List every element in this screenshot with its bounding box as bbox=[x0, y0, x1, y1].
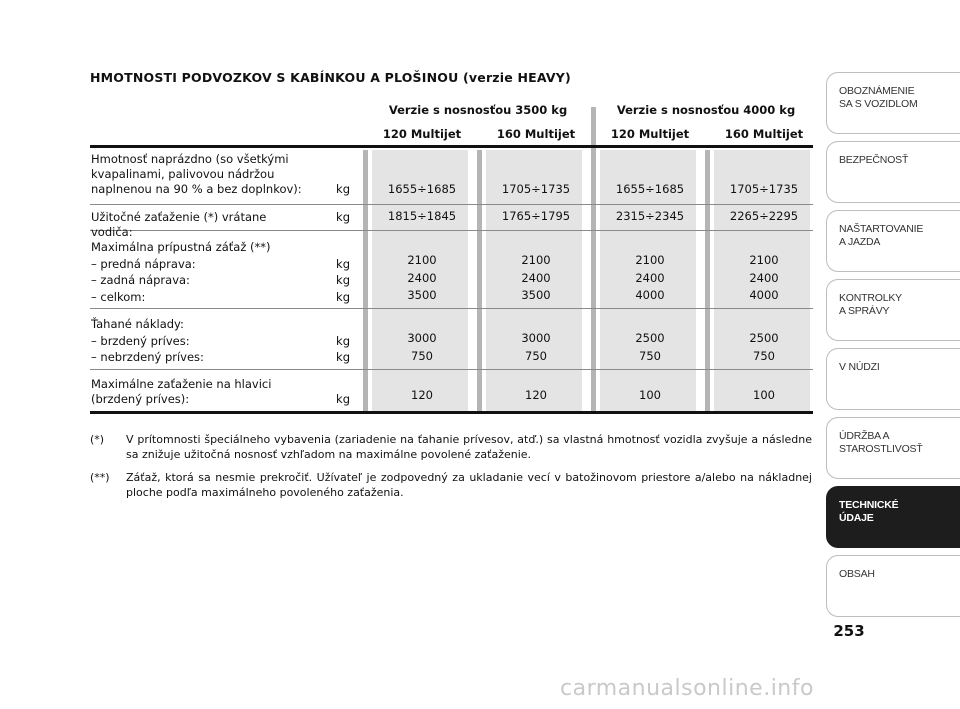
footnote-mark: (*) bbox=[90, 433, 105, 446]
table-cell: 2100 2400 4000 bbox=[635, 253, 665, 302]
column-header: 120 Multijet bbox=[382, 127, 462, 141]
row-divider bbox=[90, 204, 813, 205]
table-cell: 2500 750 bbox=[749, 331, 779, 363]
footnote-text: V prítomnosti špeciálneho vybavenia (zariadenie na ťahanie prívesov, atď.) sa vlastná hmotnosť vozidla zvyšuje a následne sa znižuje užitočná nosnosť vzhľadom na maximálne povolené zaťaženie. bbox=[126, 433, 812, 461]
column-header: 160 Multijet bbox=[496, 127, 576, 141]
table-cell: 3000 750 bbox=[521, 331, 551, 363]
row-label: Užitočné zaťaženie (*) vrátane vodiča: bbox=[91, 210, 267, 239]
table-cell: 1655÷1685 bbox=[387, 182, 457, 196]
row-label: Maximálne zaťaženie na hlavici (brzdený príves): bbox=[91, 377, 272, 406]
table-cell: 120 bbox=[525, 388, 547, 402]
watermark: carmanualsonline.info bbox=[560, 676, 814, 701]
footnote-text: Záťaž, ktorá sa nesmie prekročiť. Užívateľ je zodpovedný za ukladanie vecí v batožinovom priestore a/alebo na nákladnej ploche podľa maximálneho povoleného zaťaženia. bbox=[126, 471, 812, 499]
table-cell: 1705÷1735 bbox=[729, 182, 799, 196]
page-title: HMOTNOSTI PODVOZKOV S KABÍNKOU A PLOŠINOU (verzie HEAVY) bbox=[90, 70, 571, 85]
side-tab-nastartovanie[interactable]: NAŠTARTOVANIE A JAZDA bbox=[826, 210, 960, 272]
side-tab-v-nudzi[interactable]: V NÚDZI bbox=[826, 348, 960, 410]
table-cell: 100 bbox=[639, 388, 661, 402]
row-unit: kg bbox=[336, 210, 350, 224]
table-cell: 2315÷2345 bbox=[615, 209, 685, 223]
footnote-mark: (**) bbox=[90, 471, 110, 484]
table-bottom-rule bbox=[90, 411, 813, 414]
table-cell: 120 bbox=[411, 388, 433, 402]
footnote bbox=[90, 432, 812, 462]
table-cell: 2265÷2295 bbox=[729, 209, 799, 223]
row-unit: kg kg kg bbox=[336, 256, 350, 304]
side-tab-obsah[interactable]: OBSAH bbox=[826, 555, 960, 617]
row-unit: kg kg bbox=[336, 333, 350, 364]
column-separator bbox=[477, 150, 482, 412]
column-separator bbox=[705, 150, 710, 412]
row-unit: kg bbox=[336, 182, 350, 196]
table-cell: 2500 750 bbox=[635, 331, 665, 363]
table-cell: 1705÷1735 bbox=[501, 182, 571, 196]
side-tab-kontrolky[interactable]: KONTROLKY A SPRÁVY bbox=[826, 279, 960, 341]
row-label: Hmotnosť naprázdno (so všetkými kvapalinami, palivovou nádržou naplnenou na 90 % a bez doplnkov): bbox=[91, 152, 302, 196]
table-cell: 2100 2400 3500 bbox=[521, 253, 551, 302]
table-cell: 1655÷1685 bbox=[615, 182, 685, 196]
side-tab-technicke-udaje[interactable]: TECHNICKÉ ÚDAJE bbox=[826, 486, 960, 548]
row-divider bbox=[90, 308, 813, 309]
row-label: Ťahané náklady: – brzdený príves: – nebrzdený príves: bbox=[91, 317, 204, 364]
row-divider bbox=[90, 369, 813, 370]
column-separator bbox=[591, 107, 596, 412]
group-header-3500: Verzie s nosnosťou 3500 kg bbox=[388, 103, 568, 117]
column-header: 160 Multijet bbox=[724, 127, 804, 141]
table-cell: 1815÷1845 bbox=[387, 209, 457, 223]
side-tab-bezpecnost[interactable]: BEZPEČNOSŤ bbox=[826, 141, 960, 203]
row-unit: kg bbox=[336, 392, 350, 406]
table-cell: 3000 750 bbox=[407, 331, 437, 363]
group-header-4000: Verzie s nosnosťou 4000 kg bbox=[616, 103, 796, 117]
footnote bbox=[90, 470, 812, 500]
side-tab-udrzba[interactable]: ÚDRŽBA A STAROSTLIVOSŤ bbox=[826, 417, 960, 479]
side-tab-oboznamenie[interactable]: OBOZNÁMENIE SA S VOZIDLOM bbox=[826, 72, 960, 134]
page-number: 253 bbox=[833, 622, 865, 640]
table-cell: 2100 2400 3500 bbox=[407, 253, 437, 302]
column-header: 120 Multijet bbox=[610, 127, 690, 141]
column-separator bbox=[363, 150, 368, 412]
row-label: Maximálna prípustná záťaž (**) – predná náprava: – zadná náprava: – celkom: bbox=[91, 240, 271, 304]
table-cell: 100 bbox=[753, 388, 775, 402]
table-cell: 1765÷1795 bbox=[501, 209, 571, 223]
table-cell: 2100 2400 4000 bbox=[749, 253, 779, 302]
header-rule bbox=[90, 145, 813, 148]
